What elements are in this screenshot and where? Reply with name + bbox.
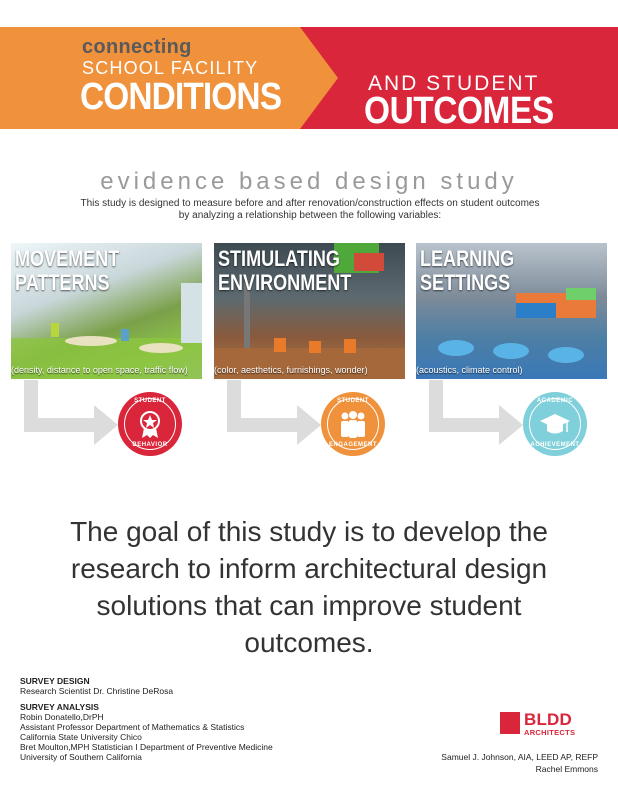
logo-subtitle: ARCHITECTS (524, 728, 576, 737)
credits (20, 676, 273, 762)
banner-arrow (300, 27, 338, 129)
logo-name: BLDD (524, 710, 573, 729)
banner-line3: CONDITIONS (80, 76, 282, 118)
banner-line5: OUTCOMES (364, 90, 554, 132)
badge-bottom-label: ENGAGEMENT (328, 442, 377, 448)
panel-title-line2: SETTINGS (420, 270, 511, 295)
graduation-cap-icon (539, 408, 571, 440)
analysis-line: Robin Donatello,DrPH (20, 712, 104, 722)
panel-caption: (density, distance to open space, traffic flow) (11, 365, 188, 375)
analysis-line: California State University Chico (20, 732, 142, 742)
badge-top-label: STUDENT (134, 398, 166, 404)
badge-top-label: STUDENT (337, 398, 369, 404)
goal-statement: The goal of this study is to develop the research to inform architectural design solutions that can improve student outcomes. (70, 516, 548, 658)
intro-text: This study is designed to measure before and after renovation/construction effects on student outcomes by analyzing a relationship between the following variables: (80, 198, 540, 221)
analysis-line: Bret Moulton,MPH Statistician I Department of Preventive Medicine (20, 742, 273, 752)
signature-line: Rachel Emmons (535, 764, 598, 774)
panel-movement-patterns (11, 243, 202, 379)
analysis-line: Assistant Professor Department of Mathematics & Statistics (20, 722, 245, 732)
survey-analysis-heading: SURVEY ANALYSIS (20, 702, 99, 712)
panel-title-line1: MOVEMENT (15, 246, 120, 271)
connector-horizontal (227, 418, 297, 432)
panel-title (15, 247, 119, 295)
badge-bottom-label: ACHIEVEMENT (530, 442, 580, 448)
banner-line1: connecting (82, 36, 192, 58)
panel-title-line1: LEARNING (420, 246, 515, 271)
badge-student-engagement (321, 392, 385, 456)
connector-horizontal (429, 418, 499, 432)
connector-arrowhead (94, 405, 118, 445)
badge-academic-achievement (523, 392, 587, 456)
panel-caption: (color, aesthetics, furnishings, wonder) (214, 365, 368, 375)
panel-title-line1: STIMULATING (218, 246, 340, 271)
badge-bottom-label: BEHAVIOR (132, 442, 168, 448)
badge-top-label: ACADEMIC (536, 398, 574, 404)
logo-mark (500, 712, 520, 734)
badge-student-behavior (118, 392, 182, 456)
analysis-line: University of Southern California (20, 752, 142, 762)
connector-arrowhead (297, 405, 321, 445)
ribbon-award-icon (134, 408, 166, 440)
panel-title (218, 247, 351, 295)
panel-caption: (acoustics, climate control) (416, 365, 523, 375)
survey-design-heading: SURVEY DESIGN (20, 676, 90, 686)
panel-stimulating-environment (214, 243, 405, 379)
people-group-icon (337, 408, 369, 440)
panel-title-line2: PATTERNS (15, 270, 110, 295)
panel-title-line2: ENVIRONMENT (218, 270, 352, 295)
panel-learning-settings (416, 243, 607, 379)
survey-design-line: Research Scientist Dr. Christine DeRosa (20, 686, 174, 696)
panel-title (420, 247, 514, 295)
banner-line2: SCHOOL FACILITY (82, 58, 259, 78)
connector-arrowhead (499, 405, 523, 445)
banner-line4: AND STUDENT (368, 72, 540, 95)
connector-horizontal (24, 418, 94, 432)
signature-line: Samuel J. Johnson, AIA, LEED AP, REFP (441, 752, 598, 762)
study-subtitle: evidence based design study (100, 168, 518, 195)
